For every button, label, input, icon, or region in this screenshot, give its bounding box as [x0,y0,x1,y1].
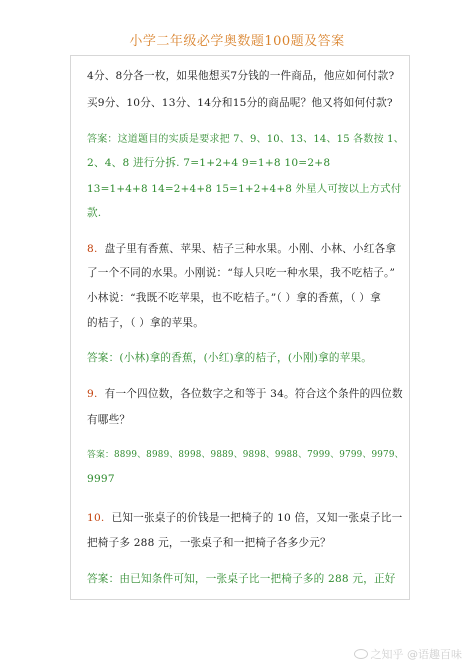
problem8-number: 8. [87,243,98,255]
problem8-line-3: 小林说：“我既不吃苹果，也不吃桔子。”（ ）拿的香蕉，（ ）拿 [87,292,381,304]
problem8-text-1: 盘子里有香蕉、苹果、桔子三种水果。小刚、小林、小红各拿 [104,243,397,255]
page-title: 小学二年级必学奥数题100题及答案 [129,34,345,49]
problem10-line-1 [87,510,402,525]
problem8-line-1 [87,241,396,256]
problem9-line-2: 有哪些？ [87,414,131,426]
problem9-answer-line-2: 9997 [87,473,115,485]
problem7-answer-line-3: 13=1+4+8 14=2+4+8 15=1+2+4+8 外星人可按以上方式付 [87,183,402,195]
problem10-text-1: 已知一张桌子的价钱是一把椅子的 10 倍，又知一张桌子比一 [111,512,403,524]
problem9-answer-line-1: 答案：8899、8989、8998、9889、9898、9988、7999、9799、9979、 [87,450,404,460]
problem7-line-1: 4分、8分各一枚，如果他想买7分钱的一件商品，他应如何付款? [87,70,395,82]
zhihu-logo-icon [354,649,368,659]
problem8-line-4: 的桔子，（ ）拿的苹果。 [87,317,204,329]
problem10-number: 10. [87,512,105,524]
problem10-line-2: 把椅子多 288 元，一张桌子和一把椅子各多少元？ [87,537,331,549]
watermark-text: 之知乎 @语趣百味 [370,648,462,661]
watermark [354,646,463,662]
problem10-answer: 答案：由已知条件可知，一张桌子比一把椅子多的 288 元，正好 [87,573,396,585]
problem9-number: 9. [87,388,98,400]
problem8-answer: 答案：(小林)拿的香蕉，(小红)拿的桔子，(小刚)拿的苹果。 [87,352,373,364]
problem7-answer-line-2: 2、4、8 进行分拆. 7=1+2+4 9=1+8 10=2+8 [87,157,331,169]
problem7-answer-line-1: 答案：这道题目的实质是要求把 7、9、10、13、14、15 各数按 1、 [87,134,404,145]
problem9-text-1: 有一个四位数，各位数字之和等于 34。符合这个条件的四位数 [104,388,403,400]
problem8-line-2: 了一个不同的水果。小刚说：“每人只吃一种水果，我不吃桔子。” [87,267,396,279]
problem9-line-1 [87,386,403,401]
problem7-answer-line-4: 款. [87,207,102,219]
problem7-line-2: 买9分、10分、13分、14分和15分的商品呢？他又将如何付款? [87,97,393,109]
